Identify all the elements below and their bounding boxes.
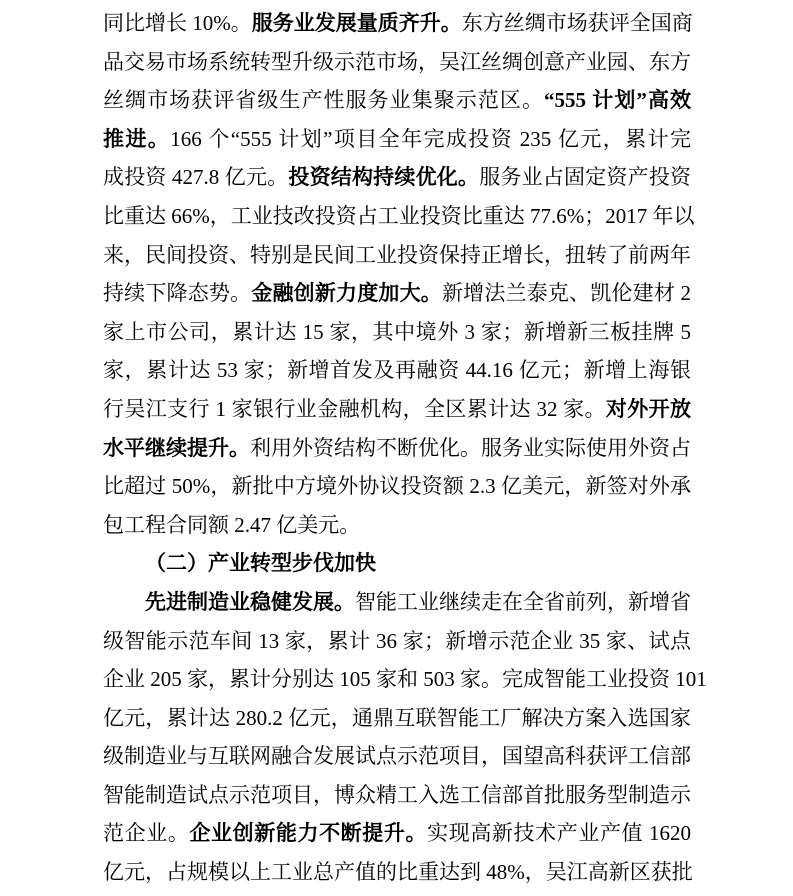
text-line [103,390,691,429]
text-line [103,158,691,197]
text-run-bold: 推进。 [103,126,171,151]
text-run: 比超过 50%，新批中方境外协议投资额 2.3 亿美元，新签对外承 [103,474,691,499]
text-run: 来，民间投资、特别是民间工业投资保持正增长，扭转了前两年 [103,242,691,267]
text-run: 新增法兰泰克、凯伦建材 2 [442,281,691,306]
text-line [103,313,691,352]
text-run: 企业 205 家，累计分别达 105 家和 503 家。完成智能工业投资 101 [103,667,707,692]
text-run: 级制造业与互联网融合发展试点示范项目，国望高科获评工信部 [103,744,691,769]
text-run: 丝绸市场获评省级生产性服务业集聚示范区。 [103,88,544,113]
text-run: 亿元，占规模以上工业总产值的比重达到 48%，吴江高新区获批 [103,860,693,885]
text-run-bold: 企业创新能力不断提升。 [189,821,428,846]
text-run-bold: 对外开放 [605,396,691,421]
text-line [103,737,691,776]
text-line [103,583,691,622]
text-line [103,120,691,159]
text-line [103,814,691,853]
text-run: 行吴江支行 1 家银行业金融机构，全区累计达 32 家。 [103,396,606,421]
text-line [103,197,695,236]
text-run: 实现高新技术产业产值 1620 [427,821,692,846]
text-line [103,4,691,43]
text-run: 亿元，累计达 280.2 亿元，通鼎互联智能工厂解决方案入选国家 [103,705,691,730]
text-run: 比重达 66%，工业技改投资占工业投资比重达 77.6%；2017 年以 [103,203,695,228]
text-run: 品交易市场系统转型升级示范市场，吴江丝绸创意产业园、东方 [103,49,691,74]
text-line [103,853,691,892]
text-line [103,274,691,313]
document-text-block [103,4,707,892]
text-run: 服务业占固定资产投资 [479,165,692,190]
text-run-bold: 水平继续提升。 [103,435,250,460]
section-heading-text: （二）产业转型步伐加快 [145,551,376,576]
text-run-bold: 金融创新力度加大。 [251,281,442,306]
text-line [103,506,691,545]
paragraph-economy [103,4,695,544]
text-line [103,660,707,699]
text-line [103,429,691,468]
text-run: 级智能示范车间 13 家，累计 36 家；新增示范企业 35 家、试点 [103,628,691,653]
section-heading [103,544,691,583]
text-run: 家，累计达 53 家；新增首发及再融资 44.16 亿元；新增上海银 [103,358,691,383]
text-run: 东方丝绸市场获评全国商 [461,11,693,35]
text-run: 持续下降态势。 [103,281,252,306]
text-line [103,43,691,82]
text-run: 包工程合同额 2.47 亿美元。 [103,512,361,537]
text-line [103,622,691,661]
text-line [103,351,691,390]
text-run: 166 个“555 计划”项目全年完成投资 235 亿元，累计完 [170,126,692,151]
text-line [103,699,691,738]
text-run-bold: 先进制造业稳健发展。 [145,589,355,614]
text-run: 利用外资结构不断优化。服务业实际使用外资占 [250,435,691,460]
text-run: 智能制造试点示范项目，博众精工入选工信部首批服务型制造示 [103,782,691,807]
text-run-bold: 投资结构持续优化。 [288,165,480,190]
paragraph-industry [103,583,707,892]
text-run: 同比增长 10%。 [103,11,252,35]
text-run: 范企业。 [103,821,190,846]
text-line [103,236,691,275]
text-run-bold: 服务业发展量质齐升。 [251,11,462,35]
text-line [103,776,691,815]
text-run: 成投资 427.8 亿元。 [103,165,289,190]
text-line [103,467,691,506]
text-run: 家上市公司，累计达 15 家，其中境外 3 家；新增新三板挂牌 5 [103,319,691,344]
text-run-bold: “555 计划”高效 [544,88,691,113]
text-line [103,81,691,120]
text-run: 智能工业继续走在全省前列，新增省 [355,589,691,614]
